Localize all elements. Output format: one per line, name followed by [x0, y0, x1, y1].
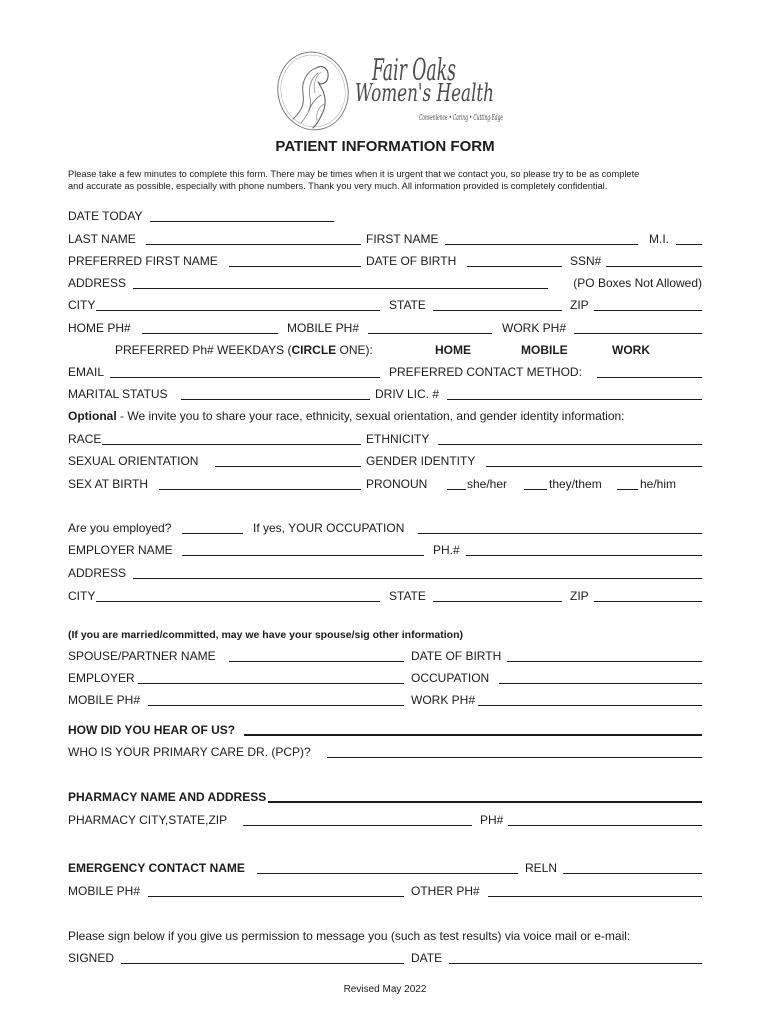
- city-field[interactable]: [96, 298, 380, 311]
- pharmacy-city-row: [0, 813, 770, 827]
- home-phone-field[interactable]: [142, 321, 278, 334]
- emergency-mobile-phone-field[interactable]: [148, 884, 404, 897]
- pronoun-they-them-field[interactable]: [524, 477, 547, 490]
- city-row: [0, 298, 770, 312]
- work-phone-field[interactable]: [574, 321, 702, 334]
- spouse-mobile-phone-field[interactable]: [148, 693, 404, 706]
- employer-name-field[interactable]: [182, 543, 424, 556]
- emergency-name-row: [0, 861, 770, 875]
- pronoun-she-her-field[interactable]: [447, 477, 466, 490]
- drivers-license-field[interactable]: [447, 387, 702, 400]
- pharmacy-name-address-field[interactable]: [268, 790, 702, 803]
- employer-address-label: ADDRESS: [68, 566, 127, 580]
- employer-row: [0, 543, 770, 557]
- logo-tagline: Convenience • Caring • Cutting-Edge: [419, 113, 504, 122]
- employed-field[interactable]: [182, 521, 243, 534]
- emergency-phones-row: [0, 884, 770, 898]
- name-row: [0, 232, 770, 246]
- marital-status-field[interactable]: [181, 387, 370, 400]
- optional-intro: [68, 409, 625, 423]
- date-of-birth-label: DATE OF BIRTH: [366, 254, 457, 268]
- optional-lead: Optional: [68, 409, 117, 423]
- race-row: [0, 432, 770, 446]
- preferred-phone-row: [0, 343, 770, 357]
- last-name-field[interactable]: [146, 232, 361, 245]
- signature-date-label: DATE: [411, 951, 443, 965]
- spouse-dob-field[interactable]: [507, 649, 702, 662]
- ethnicity-label: ETHNICITY: [366, 432, 430, 446]
- sexual-orientation-label: SEXUAL ORIENTATION: [68, 454, 199, 468]
- state-label: STATE: [389, 298, 426, 312]
- pharmacy-city-state-zip-label: PHARMACY CITY,STATE,ZIP: [68, 813, 228, 827]
- logo-line-2: Women's Health: [355, 79, 494, 107]
- zip-label: ZIP: [570, 298, 589, 312]
- marital-status-label: MARITAL STATUS: [68, 387, 168, 401]
- employer-state-label: STATE: [389, 589, 426, 603]
- zip-field[interactable]: [594, 298, 702, 311]
- address-label: ADDRESS: [68, 276, 127, 290]
- mobile-phone-label: MOBILE PH#: [287, 321, 360, 335]
- pharmacy-city-state-zip-field[interactable]: [243, 813, 472, 826]
- pharmacy-name-address-label: PHARMACY NAME AND ADDRESS: [68, 790, 267, 804]
- referral-source-field[interactable]: [244, 723, 702, 736]
- emergency-mobile-phone-label: MOBILE PH#: [68, 884, 141, 898]
- pronoun-she-her-label: she/her: [467, 477, 508, 491]
- pronoun-he-him-label: he/him: [640, 477, 677, 491]
- emergency-relation-label: RELN: [525, 861, 558, 875]
- employer-city-row: [0, 589, 770, 603]
- email-label: EMAIL: [68, 365, 105, 379]
- address-note: (PO Boxes Not Allowed): [573, 276, 702, 290]
- spouse-phones-row: [0, 693, 770, 707]
- preferred-phone-option-mobile[interactable]: MOBILE: [521, 343, 568, 357]
- date-of-birth-field[interactable]: [467, 254, 562, 267]
- spouse-employer-row: [0, 671, 770, 685]
- preferred-first-name-field[interactable]: [229, 254, 361, 267]
- spouse-occupation-field[interactable]: [499, 671, 702, 684]
- sex-at-birth-label: SEX AT BIRTH: [68, 477, 149, 491]
- preferred-phone-option-home[interactable]: HOME: [435, 343, 471, 357]
- pharmacy-phone-field[interactable]: [508, 813, 702, 826]
- drivers-license-label: DRIV LIC. #: [375, 387, 440, 401]
- emergency-other-phone-label: OTHER PH#: [411, 884, 480, 898]
- first-name-label: FIRST NAME: [366, 232, 439, 246]
- sex-at-birth-field[interactable]: [159, 477, 361, 490]
- sexual-orientation-field[interactable]: [215, 454, 361, 467]
- spouse-heading: (If you are married/committed, may we have your spouse/sig other information): [68, 629, 464, 641]
- race-label: RACE: [68, 432, 102, 446]
- employer-address-row: [0, 566, 770, 580]
- spouse-employer-label: EMPLOYER: [68, 671, 135, 685]
- gender-identity-label: GENDER IDENTITY: [366, 454, 476, 468]
- city-label: CITY: [68, 298, 96, 312]
- sex-pronoun-row: [0, 477, 770, 491]
- optional-text: - We invite you to share your race, ethnicity, sexual orientation, and gender identity information:: [116, 409, 625, 423]
- logo: [272, 48, 507, 133]
- pronoun-label: PRONOUN: [366, 477, 428, 491]
- spouse-employer-field[interactable]: [138, 671, 404, 684]
- ethnicity-field[interactable]: [438, 432, 702, 445]
- revision-footer: Revised May 2022: [343, 984, 427, 995]
- employer-state-field[interactable]: [433, 589, 562, 602]
- email-row: [0, 365, 770, 379]
- pcp-row: [0, 745, 770, 759]
- intro-line-2: and accurate as possible, especially with phone numbers. Thank you very much. All information provided is completely confidential.: [68, 181, 608, 191]
- occupation-label: If yes, YOUR OCCUPATION: [253, 521, 405, 535]
- pharmacy-phone-label: PH#: [480, 813, 504, 827]
- emergency-other-phone-field[interactable]: [488, 884, 702, 897]
- employer-city-label: CITY: [68, 589, 96, 603]
- middle-initial-field[interactable]: [676, 232, 702, 245]
- spouse-occupation-label: OCCUPATION: [411, 671, 490, 685]
- pharmacy-name-row: [0, 790, 770, 804]
- gender-identity-field[interactable]: [486, 454, 702, 467]
- consent-text: Please sign below if you give us permission to message you (such as test results) via voice mail or e-mail:: [68, 929, 631, 943]
- home-phone-label: HOME PH#: [68, 321, 131, 335]
- spouse-name-row: [0, 649, 770, 663]
- signature-row: [0, 951, 770, 965]
- spouse-work-phone-field[interactable]: [478, 693, 702, 706]
- phones-row: [0, 321, 770, 335]
- employer-phone-field[interactable]: [466, 543, 702, 556]
- preferred-phone-option-work[interactable]: WORK: [612, 343, 650, 357]
- emergency-contact-name-field[interactable]: [257, 861, 518, 874]
- preferred-contact-method-field[interactable]: [597, 365, 702, 378]
- preferred-phone-suffix: ONE):: [336, 343, 373, 357]
- address-row: [0, 276, 770, 290]
- middle-initial-label: M.I.: [649, 232, 669, 246]
- spouse-work-phone-label: WORK PH#: [411, 693, 476, 707]
- spouse-mobile-phone-label: MOBILE PH#: [68, 693, 141, 707]
- date-today-field[interactable]: [150, 209, 334, 222]
- preferred-contact-method-label: PREFERRED CONTACT METHOD:: [389, 365, 582, 379]
- page-title: PATIENT INFORMATION FORM: [275, 138, 495, 155]
- orientation-row: [0, 454, 770, 468]
- date-today-row: [0, 209, 770, 223]
- signature-label: SIGNED: [68, 951, 115, 965]
- employed-row: [0, 521, 770, 535]
- mobile-phone-field[interactable]: [368, 321, 492, 334]
- employer-phone-label: PH.#: [433, 543, 460, 557]
- last-name-label: LAST NAME: [68, 232, 136, 246]
- logo-figure-icon: [271, 46, 356, 137]
- pronoun-he-him-field[interactable]: [617, 477, 638, 490]
- signature-date-field[interactable]: [449, 951, 702, 964]
- pcp-label: WHO IS YOUR PRIMARY CARE DR. (PCP)?: [68, 745, 311, 759]
- referral-source-label: HOW DID YOU HEAR OF US?: [68, 723, 236, 737]
- optional-intro-row: [0, 409, 770, 423]
- race-field[interactable]: [102, 432, 361, 445]
- work-phone-label: WORK PH#: [502, 321, 567, 335]
- preferred-phone-label: [115, 343, 373, 357]
- consent-text-row: [0, 929, 770, 943]
- referral-source-row: [0, 723, 770, 737]
- spouse-dob-label: DATE OF BIRTH: [411, 649, 502, 663]
- employed-label: Are you employed?: [68, 521, 172, 535]
- intro-line-1: Please take a few minutes to complete this form. There may be times when it is urgent that we contact you, so please try to be as complete: [68, 169, 640, 179]
- preferred-phone-prefix: PREFERRED Ph# WEEKDAYS (: [115, 343, 292, 357]
- spouse-name-label: SPOUSE/PARTNER NAME: [68, 649, 216, 663]
- preferred-phone-emphasis: CIRCLE: [291, 343, 337, 357]
- occupation-field[interactable]: [418, 521, 702, 534]
- employer-zip-field[interactable]: [594, 589, 702, 602]
- pcp-field[interactable]: [327, 745, 702, 758]
- employer-address-field[interactable]: [133, 566, 702, 579]
- address-field[interactable]: [133, 276, 548, 289]
- employer-name-label: EMPLOYER NAME: [68, 543, 173, 557]
- email-field[interactable]: [110, 365, 380, 378]
- employer-zip-label: ZIP: [570, 589, 589, 603]
- employer-city-field[interactable]: [96, 589, 380, 602]
- ssn-label: SSN#: [570, 254, 602, 268]
- state-field[interactable]: [433, 298, 562, 311]
- marital-row: [0, 387, 770, 401]
- date-today-label: DATE TODAY: [68, 209, 143, 223]
- emergency-contact-name-label: EMERGENCY CONTACT NAME: [68, 861, 245, 875]
- emergency-relation-field[interactable]: [563, 861, 702, 874]
- spouse-heading-row: [0, 628, 770, 642]
- preferred-first-name-label: PREFERRED FIRST NAME: [68, 254, 218, 268]
- ssn-field[interactable]: [606, 254, 702, 267]
- pronoun-they-them-label: they/them: [549, 477, 602, 491]
- preferred-name-row: [0, 254, 770, 268]
- spouse-name-field[interactable]: [229, 649, 404, 662]
- logo-line-1: Fair Oaks: [371, 53, 456, 88]
- first-name-field[interactable]: [445, 232, 638, 245]
- signature-field[interactable]: [121, 951, 404, 964]
